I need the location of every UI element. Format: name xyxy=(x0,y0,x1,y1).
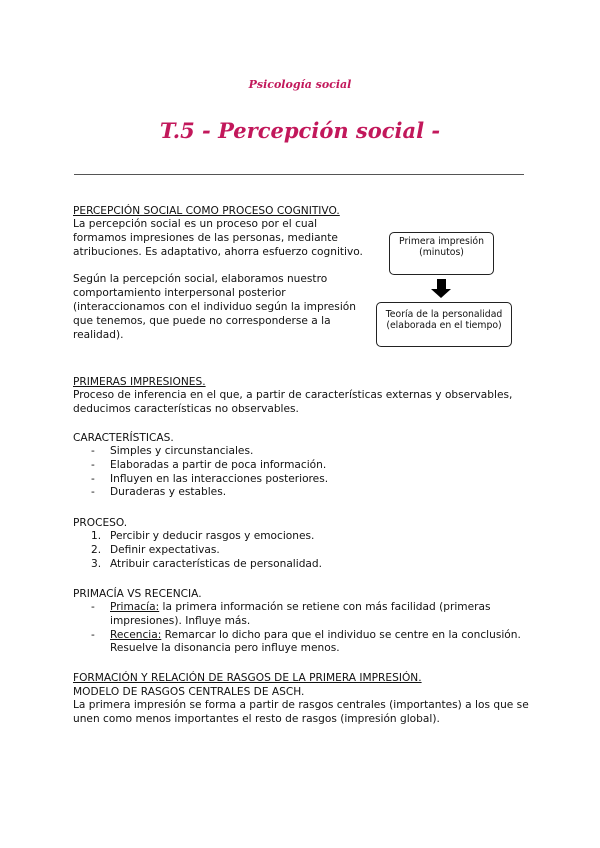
section-characteristics xyxy=(73,431,533,500)
subject-label: Psicología social xyxy=(248,78,352,91)
section-perception xyxy=(73,204,373,342)
arrow-head-icon xyxy=(431,289,451,298)
process-list xyxy=(73,530,533,571)
diagram-box-personality-theory xyxy=(376,302,512,347)
list-item: 3. Atribuir características de personalidad. xyxy=(91,557,323,570)
list-item: - Duraderas y estables. xyxy=(91,486,227,499)
section-heading: CARACTERÍSTICAS. xyxy=(73,432,174,444)
section-heading: PERCEPCIÓN SOCIAL COMO PROCESO COGNITIVO. xyxy=(73,205,340,217)
list-item: - Recencia: Remarcar lo dicho para que el individuo se centre en la conclusión. Resuelve la disonancia pero influye menos. xyxy=(91,628,521,655)
list-item: 1. Percibir y deducir rasgos y emociones. xyxy=(91,530,315,542)
list-item: - Primacía: la primera información se retiene con más facilidad (primeras impresiones). Influye más. xyxy=(91,601,491,627)
characteristics-list xyxy=(73,445,533,500)
header-divider xyxy=(74,174,524,175)
section-subheading: MODELO DE RASGOS CENTRALES DE ASCH. xyxy=(73,686,305,698)
list-item: 2. Definir expectativas. xyxy=(91,543,220,556)
primacy-recency-list xyxy=(73,601,533,656)
diagram-box-label: Primera impresión (minutos) xyxy=(399,236,484,258)
diagram-box-first-impression xyxy=(389,232,494,275)
page-title: T.5 - Percepción social - xyxy=(159,118,441,143)
section-heading: PRIMACÍA VS RECENCIA. xyxy=(73,588,202,600)
paragraph: Según la percepción social, elaboramos nuestro comportamiento interpersonal posterior (interaccionamos con el individuo según la impresión que tenemos, que puede no corresponderse a la realidad). xyxy=(73,273,356,341)
list-item: - Influyen en las interacciones posteriores. xyxy=(91,472,329,485)
section-first-impressions xyxy=(73,375,533,417)
list-item: - Elaboradas a partir de poca información. xyxy=(91,458,327,471)
paragraph: La percepción social es un proceso por el cual formamos impresiones de las personas, mediante atribuciones. Es adaptativo, ahorra esfuerzo cognitivo. xyxy=(73,218,363,258)
paragraph: La primera impresión se forma a partir de rasgos centrales (importantes) a los que se unen como menos importantes el resto de rasgos (impresión global). xyxy=(73,699,529,725)
paragraph: Proceso de inferencia en el que, a partir de características externas y observables, deducimos características no observables. xyxy=(73,389,513,415)
section-heading: PROCESO. xyxy=(73,517,128,529)
section-heading: FORMACIÓN Y RELACIÓN DE RASGOS DE LA PRIMERA IMPRESIÓN. xyxy=(73,672,422,684)
list-item: - Simples y circunstanciales. xyxy=(91,445,254,457)
section-primacy-recency xyxy=(73,587,533,656)
section-trait-formation xyxy=(73,671,533,727)
section-process xyxy=(73,516,533,571)
diagram-box-label: Teoría de la personalidad (elaborada en el tiempo) xyxy=(385,309,503,331)
section-heading: PRIMERAS IMPRESIONES. xyxy=(73,376,206,388)
